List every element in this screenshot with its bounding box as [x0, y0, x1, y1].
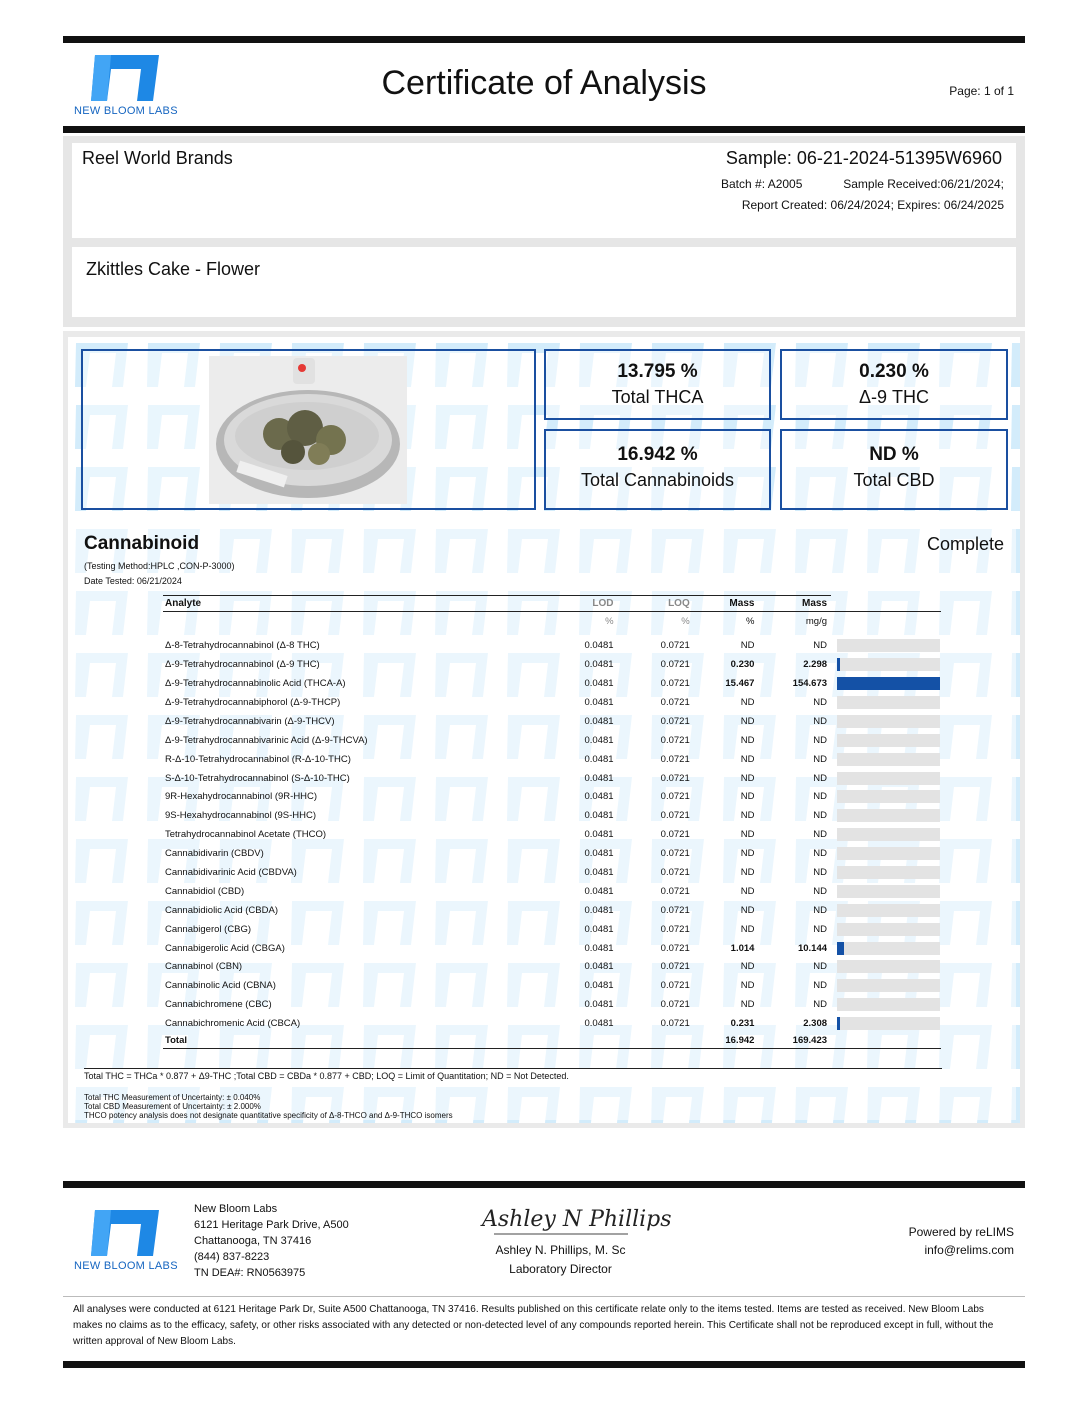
level-bar	[837, 790, 940, 803]
lod-value: 0.0481	[584, 885, 614, 897]
section-title: Cannabinoid	[84, 533, 200, 554]
col-loq: LOQ	[620, 596, 696, 612]
mass-mg-value: ND	[813, 697, 828, 708]
section-status: Complete	[926, 534, 1004, 554]
mass-pct-value: ND	[740, 923, 755, 935]
analyte-name: Cannabidiolic Acid (CBDA)	[165, 904, 278, 916]
lab-dea: TN DEA#: RN0563975	[194, 1267, 306, 1279]
lod-value: 0.0481	[584, 848, 614, 860]
analyte-name: Cannabidiol (CBD)	[165, 885, 245, 897]
testing-method: (Testing Method:HPLC ,CON-P-3000)	[84, 561, 235, 571]
mass-pct-value: ND	[740, 810, 755, 822]
stat-label: Total Cannabinoids	[580, 470, 735, 490]
table-row	[163, 731, 941, 750]
lod-value: 0.0481	[584, 961, 614, 973]
stat-label: Δ-9 THC	[858, 387, 930, 407]
table-row	[163, 844, 941, 863]
level-bar-fill	[837, 658, 840, 671]
mass-pct-value: ND	[740, 867, 755, 879]
loq-value: 0.0721	[660, 697, 690, 708]
footer-logo-text: NEW BLOOM LABS	[74, 1260, 178, 1272]
level-bar	[837, 696, 940, 709]
contact-email[interactable]: info@relims.com	[924, 1243, 1014, 1257]
mass-mg-value: ND	[813, 772, 828, 784]
lod-value: 0.0481	[584, 791, 614, 803]
col-bar	[831, 596, 941, 612]
analyte-name: Cannabidivarinic Acid (CBDVA)	[165, 867, 297, 879]
table-header-row	[163, 596, 941, 612]
notes-cbd-uncertainty: Total CBD Measurement of Uncertainty: ± 2.000%	[84, 1102, 261, 1111]
lod-value: 0.0481	[584, 923, 614, 935]
mass-pct-value: 0.230	[730, 659, 755, 671]
mass-mg-value: 2.308	[803, 1018, 828, 1030]
loq-value: 0.0721	[660, 772, 690, 784]
lod-value: 0.0481	[584, 678, 614, 690]
col-mass-mg: Mass	[760, 596, 831, 612]
table-row	[163, 995, 941, 1014]
units-row	[163, 612, 941, 631]
analyte-name: Cannabichromenic Acid (CBCA)	[165, 1018, 301, 1030]
total-row	[163, 1033, 941, 1048]
level-bar	[837, 979, 940, 992]
level-bar	[837, 639, 940, 652]
table-row	[163, 750, 941, 769]
table-row	[163, 920, 941, 939]
analyte-name: Δ-9-Tetrahydrocannabiphorol (Δ-9-THCP)	[165, 697, 341, 708]
mass-pct-value: ND	[740, 734, 755, 746]
stat-value: ND %	[869, 444, 919, 465]
stat-total-cbd	[780, 429, 1008, 510]
total-pct: 16.942	[696, 1033, 761, 1048]
signer-name: Ashley N. Phillips, M. Sc	[495, 1243, 626, 1257]
sample-id: Sample: 06-21-2024-51395W6960	[725, 148, 1002, 168]
lod-value: 0.0481	[584, 810, 614, 822]
sample-photo	[209, 356, 407, 504]
table-row	[163, 901, 941, 920]
lab-name: New Bloom Labs	[194, 1203, 278, 1215]
batch-number: Batch #: A2005	[721, 177, 803, 191]
analyte-name: Cannabigerolic Acid (CBGA)	[165, 942, 285, 954]
mass-pct-value: ND	[740, 697, 755, 708]
level-bar	[837, 960, 940, 973]
analyte-name: 9R-Hexahydrocannabinol (9R-HHC)	[165, 791, 318, 803]
product-name: Zkittles Cake - Flower	[86, 259, 261, 279]
stat-total-thca	[544, 349, 771, 420]
table-row	[163, 825, 941, 844]
footer-rule	[63, 1181, 1025, 1188]
mass-pct-value: ND	[740, 715, 755, 727]
total-mg: 169.423	[760, 1033, 831, 1048]
mass-pct-value: ND	[740, 829, 755, 841]
mass-mg-value: ND	[813, 829, 828, 841]
analyte-name: Δ-9-Tetrahydrocannabinolic Acid (THCA-A)	[165, 678, 346, 690]
mass-mg-value: ND	[813, 885, 828, 897]
level-bar	[837, 677, 940, 690]
client-name: Reel World Brands	[82, 148, 233, 168]
analyte-name: Δ-8-Tetrahydrocannabinol (Δ-8 THC)	[165, 640, 320, 652]
col-lod: LOD	[543, 596, 619, 612]
bottom-rule	[63, 1361, 1025, 1368]
loq-value: 0.0721	[660, 678, 690, 690]
top-rule	[63, 36, 1025, 43]
mass-pct-value: ND	[740, 848, 755, 860]
total-label: Total	[163, 1033, 543, 1048]
mass-mg-value: ND	[813, 791, 828, 803]
notes-thco: THCO potency analysis does not designate quantitative specificity of Δ-8-THCO and Δ-9-THCO isomers	[84, 1111, 453, 1120]
loq-value: 0.0721	[660, 848, 690, 860]
lod-value: 0.0481	[584, 697, 614, 708]
loq-value: 0.0721	[660, 999, 690, 1011]
analyte-name: Cannabidivarin (CBDV)	[165, 848, 264, 860]
analyte-name: 9S-Hexahydrocannabinol (9S-HHC)	[165, 810, 317, 822]
loq-value: 0.0721	[660, 659, 690, 671]
mass-pct-value: ND	[740, 904, 755, 916]
mass-pct-value: ND	[740, 753, 755, 765]
lab-phone: (844) 837-8223	[194, 1251, 270, 1263]
mass-pct-value: 15.467	[725, 678, 755, 690]
level-bar	[837, 847, 940, 860]
lod-value: 0.0481	[584, 753, 614, 765]
unit-mass-mg: mg/g	[805, 615, 828, 627]
powered-by-text: Powered by reLIMS	[908, 1225, 1014, 1239]
mass-pct-value: ND	[740, 772, 755, 784]
col-analyte: Analyte	[163, 596, 543, 612]
table-row	[163, 958, 941, 977]
mass-mg-value: ND	[813, 980, 828, 992]
mass-mg-value: ND	[813, 961, 828, 973]
loq-value: 0.0721	[660, 867, 690, 879]
level-bar	[837, 772, 940, 785]
stat-value: 13.795 %	[617, 361, 698, 382]
col-mass-pct: Mass	[696, 596, 761, 612]
loq-value: 0.0721	[660, 715, 690, 727]
level-bar	[837, 734, 940, 747]
analyte-name: Tetrahydrocannabinol Acetate (THCO)	[165, 829, 327, 841]
mass-mg-value: 10.144	[797, 942, 828, 954]
loq-value: 0.0721	[660, 791, 690, 803]
report-dates: Report Created: 06/24/2024; Expires: 06/24/2025	[741, 198, 1004, 212]
notes-formula: Total THC = THCa * 0.877 + Δ9-THC ;Total CBD = CBDa * 0.877 + CBD; LOQ = Limit of Quantitation; ND = Not Detected.	[84, 1071, 569, 1081]
mass-mg-value: ND	[813, 848, 828, 860]
svg-text:Ashley N Phillips: Ashley N Phillips	[482, 1207, 672, 1232]
mass-mg-value: ND	[813, 640, 828, 652]
table-row	[163, 788, 941, 807]
unit-mass-pct: %	[745, 615, 755, 627]
lod-value: 0.0481	[584, 734, 614, 746]
level-bar	[837, 904, 940, 917]
table-row	[163, 976, 941, 995]
loq-value: 0.0721	[660, 942, 690, 954]
mass-pct-value: 0.231	[730, 1018, 755, 1030]
product-card	[72, 247, 1016, 317]
loq-value: 0.0721	[660, 885, 690, 897]
analyte-name: Cannabinol (CBN)	[165, 961, 243, 973]
powered-by	[909, 1223, 1014, 1259]
footer-logo	[85, 1210, 159, 1256]
mass-pct-value: ND	[740, 980, 755, 992]
lod-value: 0.0481	[584, 980, 614, 992]
loq-value: 0.0721	[660, 980, 690, 992]
loq-value: 0.0721	[660, 904, 690, 916]
level-bar	[837, 1017, 940, 1030]
page-number: Page: 1 of 1	[949, 84, 1014, 98]
lod-value: 0.0481	[584, 999, 614, 1011]
level-bar	[837, 753, 940, 766]
unit-lod: %	[605, 615, 614, 627]
lod-value: 0.0481	[584, 942, 614, 954]
mass-mg-value: ND	[813, 753, 828, 765]
table-row	[163, 806, 941, 825]
level-bar	[837, 885, 940, 898]
loq-value: 0.0721	[660, 810, 690, 822]
lod-value: 0.0481	[584, 829, 614, 841]
signature-image	[478, 1198, 672, 1238]
table-row	[163, 769, 941, 788]
mass-mg-value: 154.673	[792, 678, 828, 690]
mass-mg-value: ND	[813, 999, 828, 1011]
mass-pct-value: ND	[740, 640, 755, 652]
lab-city: Chattanooga, TN 37416	[194, 1235, 312, 1247]
loq-value: 0.0721	[660, 1018, 690, 1030]
analyte-name: R-Δ-10-Tetrahydrocannabinol (R-Δ-10-THC)	[165, 753, 351, 765]
table-row	[163, 674, 941, 693]
stat-delta9-thc	[780, 349, 1008, 420]
lod-value: 0.0481	[584, 867, 614, 879]
lod-value: 0.0481	[584, 640, 614, 652]
analyte-name: Δ-9-Tetrahydrocannabivarin (Δ-9-THCV)	[165, 715, 335, 727]
analyte-name: S-Δ-10-Tetrahydrocannabinol (S-Δ-10-THC)	[165, 772, 350, 784]
table-row	[163, 712, 941, 731]
mass-mg-value: ND	[813, 867, 828, 879]
lod-value: 0.0481	[584, 904, 614, 916]
notes-thc-uncertainty: Total THC Measurement of Uncertainty: ± 0.040%	[84, 1093, 261, 1102]
table-row	[163, 939, 941, 958]
level-bar-fill	[837, 677, 940, 690]
mass-pct-value: 1.014	[730, 942, 755, 954]
mass-mg-value: ND	[813, 734, 828, 746]
date-tested: Date Tested: 06/21/2024	[84, 576, 182, 586]
level-bar	[837, 866, 940, 879]
lod-value: 0.0481	[584, 772, 614, 784]
analyte-name: Cannabinolic Acid (CBNA)	[165, 980, 276, 992]
disclaimer-text: All analyses were conducted at 6121 Heritage Park Dr, Suite A500 Chattanooga, TN 37416. Results published on this certificate relate only to the items tested. Items are tested as received. New Bloom Labs makes no claims as to the efficacy, safety, or other risks associated with any detected or non-detected level of any compounds reported herein. This Certificate shall not be reproduced except in full, without the written approval of New Bloom Labs.	[73, 1304, 994, 1347]
sample-received: Sample Received:06/21/2024;	[843, 177, 1004, 191]
analyte-name: Δ-9-Tetrahydrocannabivarinic Acid (Δ-9-THCVA)	[165, 734, 368, 746]
notes-rule	[84, 1068, 942, 1069]
table-row	[163, 636, 941, 655]
table-row	[163, 882, 941, 901]
lab-address	[194, 1201, 349, 1281]
analyte-name: Cannabichromene (CBC)	[165, 999, 272, 1011]
disclaimer-rule	[63, 1296, 1025, 1297]
mass-mg-value: ND	[813, 904, 828, 916]
loq-value: 0.0721	[660, 753, 690, 765]
table-row	[163, 1014, 941, 1033]
lod-value: 0.0481	[584, 715, 614, 727]
analyte-name: Cannabigerol (CBG)	[165, 923, 252, 935]
mass-mg-value: ND	[813, 810, 828, 822]
mass-pct-value: ND	[740, 885, 755, 897]
lod-value: 0.0481	[584, 659, 614, 671]
level-bar	[837, 809, 940, 822]
stat-value: 16.942 %	[617, 444, 698, 465]
logo-text: NEW BLOOM LABS	[74, 105, 178, 117]
level-bar	[837, 658, 940, 671]
loq-value: 0.0721	[660, 961, 690, 973]
signer-title: Laboratory Director	[509, 1262, 612, 1276]
stat-total-cannabinoids	[544, 429, 771, 510]
loq-value: 0.0721	[660, 829, 690, 841]
header-rule	[63, 126, 1025, 133]
level-bar	[837, 923, 940, 936]
level-bar-fill	[837, 942, 844, 955]
mass-mg-value: ND	[813, 923, 828, 935]
level-bar	[837, 828, 940, 841]
mass-pct-value: ND	[740, 999, 755, 1011]
loq-value: 0.0721	[660, 923, 690, 935]
mass-pct-value: ND	[740, 791, 755, 803]
lod-value: 0.0481	[584, 1018, 614, 1030]
level-bar	[837, 998, 940, 1011]
level-bar	[837, 715, 940, 728]
stat-value: 0.230 %	[859, 361, 929, 382]
page-title: Certificate of Analysis	[381, 64, 707, 102]
stat-label: Total THCA	[611, 387, 704, 407]
stat-label: Total CBD	[853, 470, 935, 490]
lab-street: 6121 Heritage Park Drive, A500	[194, 1219, 349, 1231]
table-row	[163, 693, 941, 712]
results-table	[163, 595, 941, 1049]
mass-mg-value: 2.298	[803, 659, 828, 671]
mass-pct-value: ND	[740, 961, 755, 973]
unit-loq: %	[681, 615, 690, 627]
table-row	[163, 655, 941, 674]
mass-mg-value: ND	[813, 715, 828, 727]
level-bar-fill	[837, 1017, 840, 1030]
level-bar	[837, 942, 940, 955]
loq-value: 0.0721	[660, 640, 690, 652]
table-row	[163, 863, 941, 882]
analyte-name: Δ-9-Tetrahydrocannabinol (Δ-9 THC)	[165, 659, 320, 671]
loq-value: 0.0721	[660, 734, 690, 746]
